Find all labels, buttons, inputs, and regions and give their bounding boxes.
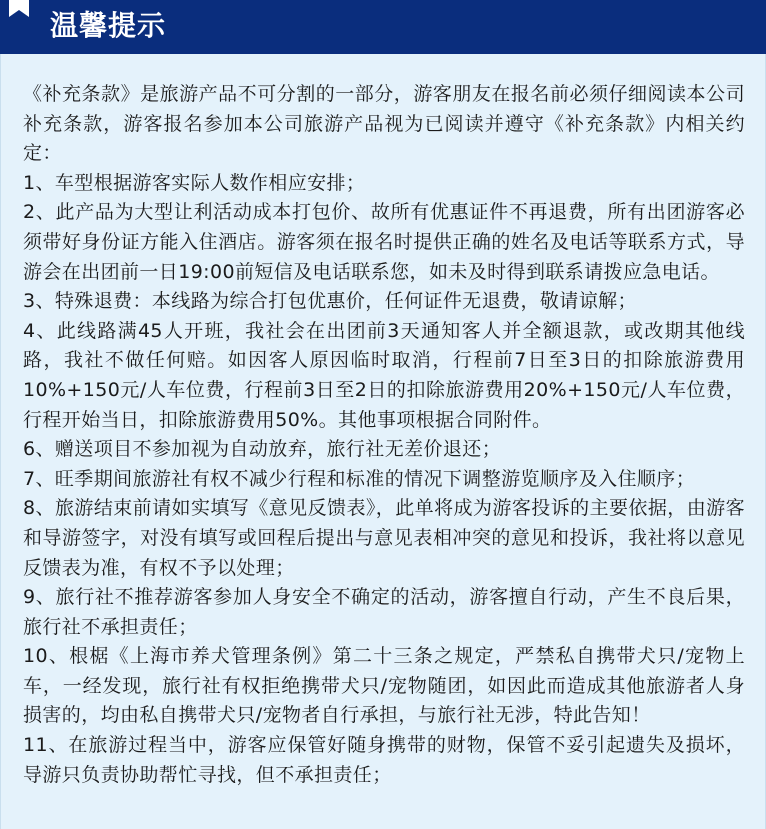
list-item: 11、在旅游过程当中，游客应保管好随身携带的财物，保管不妥引起遗失及损坏，导游只负责协助帮忙寻找，但不承担责任； <box>23 734 745 786</box>
list-item: 2、此产品为大型让利活动成本打包价、故所有优惠证件不再退费，所有出团游客必须带好身份证方能入住酒店。游客须在报名时提供正确的姓名及电话等联系方式，导游会在出团前一日19:00前短信及电话联系您，如未及时得到联系请拨应急电话。 <box>23 201 745 283</box>
notice-body <box>0 54 766 829</box>
header-bar <box>0 0 766 54</box>
list-item: 6、赠送项目不参加视为自动放弃，旅行社无差价退还； <box>23 438 502 461</box>
list-item: 9、旅行社不推荐游客参加人身安全不确定的活动，游客擅自行动，产生不良后果，旅行社不承担责任； <box>23 586 745 638</box>
list-item: 3、特殊退费：本线路为综合打包优惠价，任何证件无退费，敬请谅解； <box>23 290 637 313</box>
list-item: 8、旅游结束前请如实填写《意见反馈表》，此单将成为游客投诉的主要依据，由游客和导游签字，对没有填写或回程后提出与意见表相冲突的意见和投诉，我社将以意见反馈表为准，有权不予以处理； <box>23 497 745 579</box>
list-item: 4、此线路满45人开班，我社会在出团前3天通知客人并全额退款，或改期其他线路，我社不做任何赔。如因客人原因临时取消，行程前7日至3日的扣除旅游费用10%+150元/人车位费，行程前3日至2日的扣除旅游费用20%+150元/人车位费，行程开始当日，扣除旅游费用50%。其他事项根据合同附件。 <box>23 319 745 431</box>
page-title: 温馨提示 <box>50 9 167 42</box>
list-item: 10、根椐《上海市养犬管理条例》第二十三条之规定，严禁私自携带犬只/宠物上车，一经发现，旅行社有权拒绝携带犬只/宠物随团，如因此而造成其他旅游者人身损害的，均由私自携带犬只/宠物者自行承担，与旅行社无涉，特此告知！ <box>23 645 745 727</box>
bookmark-icon <box>8 0 30 18</box>
list-item: 1、车型根据游客实际人数作相应安排； <box>23 171 366 194</box>
list-item: 7、旺季期间旅游社有权不减少行程和标准的情况下调整游览顺序及入住顺序； <box>23 467 696 490</box>
intro-paragraph: 《补充条款》是旅游产品不可分割的一部分，游客朋友在报名前必须仔细阅读本公司补充条款，游客报名参加本公司旅游产品视为已阅读并遵守《补充条款》内相关约定： <box>23 83 745 165</box>
